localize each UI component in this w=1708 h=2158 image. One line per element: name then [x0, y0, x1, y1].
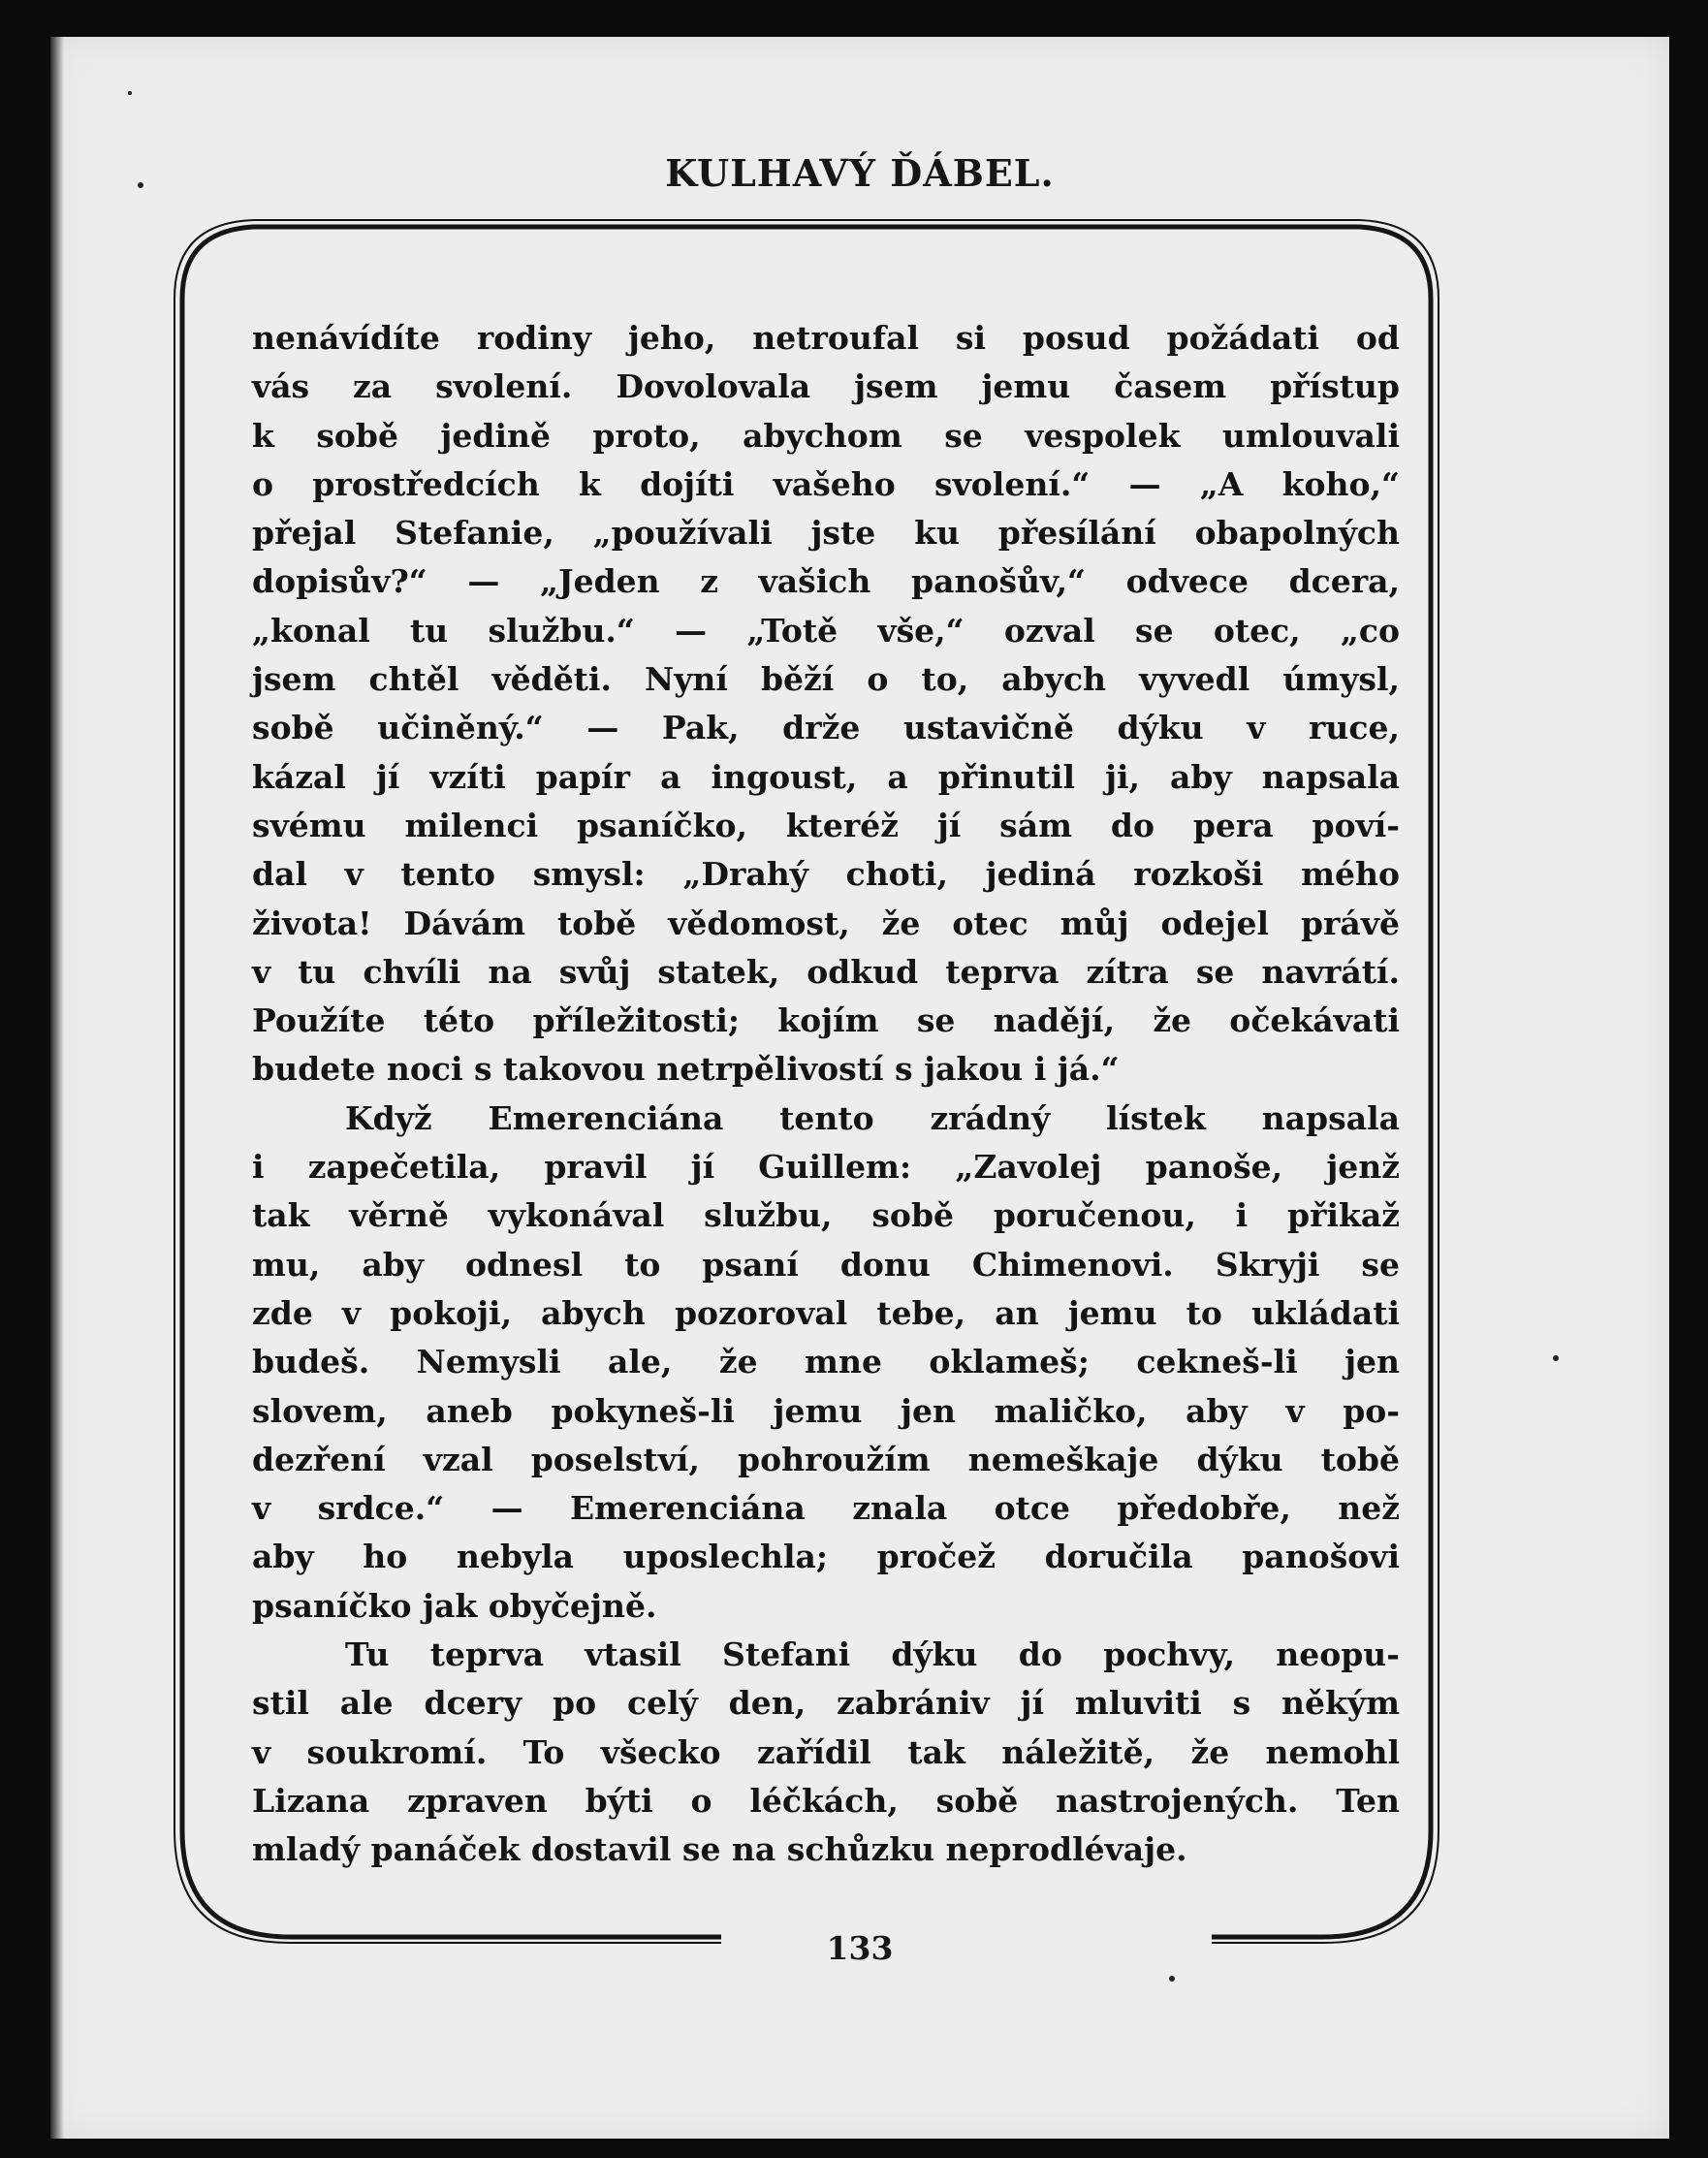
book-page — [50, 37, 1669, 2139]
text-line: kázal jí vzíti papír a ingoust, a přinutil ji, aby napsala — [252, 757, 1400, 796]
text-line: jsem chtěl věděti. Nyní běží o to, abych vyvedl úmysl, — [252, 660, 1400, 699]
page-number-wrap — [50, 1929, 1669, 1967]
scan-speck — [138, 182, 143, 188]
text-line: „konal tu službu.“ — „Totě vše,“ ozval se otec, „co — [252, 611, 1400, 650]
text-line: života! Dávám tobě vědomost, že otec můj odejel právě — [252, 904, 1400, 942]
text-line: aby ho nebyla uposlechla; pročež doručila panošovi — [252, 1538, 1400, 1576]
text-line: v srdce.“ — Emerenciána znala otce předobře, než — [252, 1489, 1400, 1528]
text-line: mladý panáček dostavil se na schůzku neprodlévaje. — [252, 1830, 1187, 1869]
body-text — [252, 314, 1400, 1875]
page-number: 133 — [813, 1929, 907, 1967]
text-line: nenávídíte rodiny jeho, netroufal si posud požádati od — [252, 319, 1400, 357]
text-line: dezření vzal poselství, pohroužím nemeškaje dýku tobě — [252, 1440, 1400, 1478]
scan-speck — [128, 91, 132, 95]
scan-speck — [1169, 1976, 1175, 1982]
running-head: KULHAVÝ ĎÁBEL. — [665, 151, 1055, 195]
text-line: psaníčko jak obyčejně. — [252, 1586, 657, 1625]
text-line: Když Emerenciána tento zrádný lístek napsala — [345, 1098, 1400, 1137]
text-line: dopisův?“ — „Jeden z vašich panošův,“ odvece dcera, — [252, 562, 1400, 601]
text-line: v soukromí. To všecko zařídil tak náležitě, že nemohl — [252, 1732, 1400, 1771]
text-line: dal v tento smysl: „Drahý choti, jediná rozkoši mého — [252, 855, 1400, 894]
text-line: přejal Stefanie, „používali jste ku přesílání obapolných — [252, 514, 1400, 553]
text-line: tak věrně vykonával službu, sobě poručenou, i přikaž — [252, 1196, 1400, 1235]
text-line: i zapečetila, pravil jí Guillem: „Zavolej panoše, jenž — [252, 1148, 1400, 1187]
text-line: vás za svolení. Dovolovala jsem jemu časem přístup — [252, 367, 1400, 406]
text-line: Použíte této příležitosti; kojím se nadějí, že očekávati — [252, 1001, 1400, 1040]
text-line: stil ale dcery po celý den, zabrániv jí mluviti s někým — [252, 1684, 1400, 1723]
text-line: sobě učiněný.“ — Pak, drže ustavičně dýku v ruce, — [252, 709, 1400, 747]
text-line: zde v pokoji, abych pozoroval tebe, an jemu to ukládati — [252, 1293, 1400, 1332]
text-line: Lizana zpraven býti o léčkách, sobě nastrojených. Ten — [252, 1781, 1400, 1820]
text-line: budete noci s takovou netrpělivostí s jakou i já.“ — [252, 1050, 1120, 1089]
text-line: v tu chvíli na svůj statek, odkud teprva zítra se navrátí. — [252, 952, 1400, 991]
text-line: k sobě jedině proto, abychom se vespolek umlouvali — [252, 416, 1400, 455]
text-line: slovem, aneb pokyneš-li jemu jen maličko, aby v po- — [252, 1391, 1400, 1430]
text-line: o prostředcích k dojíti vašeho svolení.“ — „A koho,“ — [252, 464, 1400, 503]
scan-speck — [1553, 1355, 1559, 1361]
text-line: budeš. Nemysli ale, že mne oklameš; cekneš-li jen — [252, 1343, 1400, 1381]
text-line: mu, aby odnesl to psaní donu Chimenovi. Skryji se — [252, 1245, 1400, 1284]
text-line: svému milenci psaníčko, kteréž jí sám do pera poví- — [252, 806, 1400, 844]
text-line: Tu teprva vtasil Stefani dýku do pochvy, neopu- — [345, 1635, 1400, 1674]
